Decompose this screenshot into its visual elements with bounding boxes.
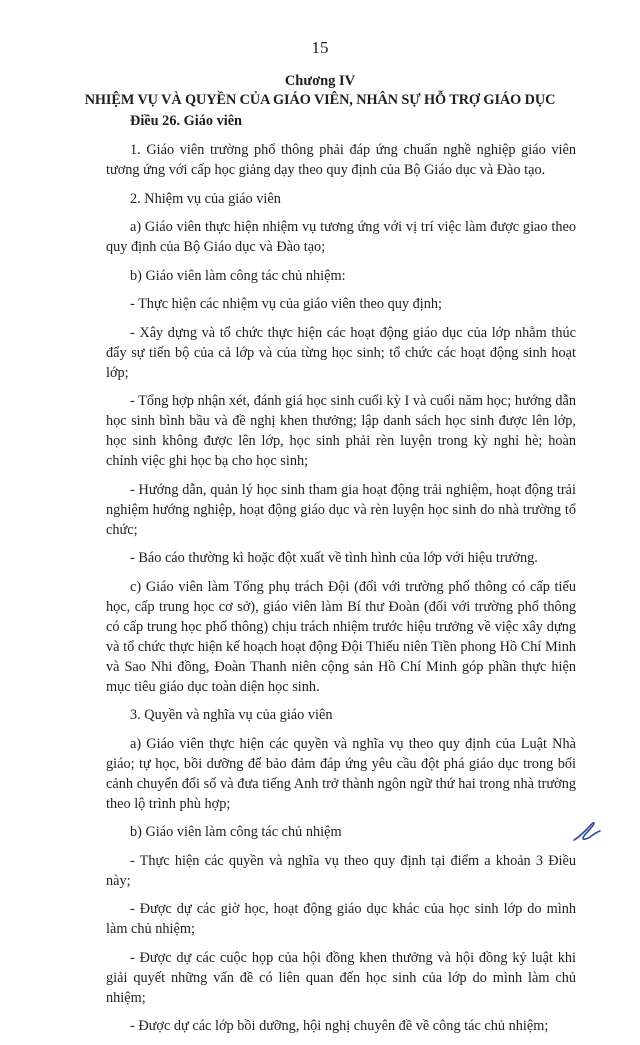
paragraph: - Được dự các lớp bồi dưỡng, hội nghị chuyên đề về công tác chủ nhiệm; <box>130 1018 549 1034</box>
chapter-title: NHIỆM VỤ VÀ QUYỀN CỦA GIÁO VIÊN, NHÂN SỰ HỖ TRỢ GIÁO DỤC <box>84 92 556 108</box>
chapter-heading <box>0 72 640 110</box>
paragraph: - Thực hiện các nhiệm vụ của giáo viên theo quy định; <box>130 296 442 312</box>
paragraph: 1. Giáo viên trường phổ thông phải đáp ứng chuẩn nghề nghiệp giáo viên tương ứng với cấp học giảng dạy theo quy định của Bộ Giáo dục và Đào tạo. <box>106 142 576 178</box>
paragraph: - Tổng hợp nhận xét, đánh giá học sinh cuối kỳ I và cuối năm học; hướng dẫn học sinh bình bầu và đề nghị khen thưởng; lập danh sách học sinh được lên lớp, học sinh không được lên lớp, học sinh phải rèn luyện trong kỳ nghỉ hè; hoàn chỉnh việc ghi học bạ cho học sinh; <box>106 393 576 469</box>
paragraph: 2. Nhiệm vụ của giáo viên <box>130 190 281 207</box>
paragraph: c) Giáo viên làm Tổng phụ trách Đội (đối với trường phổ thông có cấp tiểu học, cấp trung học cơ sở), giáo viên làm Bí thư Đoàn (đối với trường phổ thông có cấp trung học phổ thông) chịu trách nhiệm trước hiệu trưởng về việc xây dựng và tổ chức thực hiện kế hoạch hoạt động Đội Thiếu niên Tiền phong Hồ Chí Minh và Sao Nhi đồng, Đoàn Thanh niên cộng sản Hồ Chí Minh góp phần thực hiện mục tiêu giáo dục toàn diện học sinh. <box>106 578 576 695</box>
paragraph: b) Giáo viên làm công tác chủ nhiệm: <box>130 267 346 284</box>
article-title: Điều 26. Giáo viên <box>130 113 242 129</box>
signature-icon <box>566 816 606 846</box>
paragraph: b) Giáo viên làm công tác chủ nhiệm <box>130 824 342 840</box>
paragraph: 3. Quyền và nghĩa vụ của giáo viên <box>130 707 333 723</box>
chapter-label: Chương IV <box>284 73 356 89</box>
paragraph: - Xây dựng và tổ chức thực hiện các hoạt động giáo dục của lớp nhằm thúc đẩy sự tiến bộ của cả lớp và của từng học sinh; tổ chức các hoạt động sinh hoạt lớp; <box>106 324 576 381</box>
paragraph: - Được dự các giờ học, hoạt động giáo dục khác của học sinh lớp do mình làm chủ nhiệm; <box>106 901 576 937</box>
paragraph: a) Giáo viên thực hiện các quyền và nghĩa vụ theo quy định của Luật Nhà giáo; tự học, bồi dưỡng để bảo đảm đáp ứng yêu cầu đột phá giáo dục trong bối cảnh chuyển đổi số và đưa tiếng Anh trở thành ngôn ngữ thứ hai trong nhà trường theo lộ trình phù hợp; <box>106 735 576 812</box>
paragraph: - Được dự các cuộc họp của hội đồng khen thưởng và hội đồng kỷ luật khi giải quyết những vấn đề có liên quan đến học sinh của lớp do mình làm chủ nhiệm; <box>106 949 576 1006</box>
paragraph: - Thực hiện các quyền và nghĩa vụ theo quy định tại điểm a khoản 3 Điều này; <box>106 852 576 889</box>
paragraph: - Báo cáo thường kì hoặc đột xuất về tình hình của lớp với hiệu trưởng. <box>130 550 538 566</box>
paragraph: a) Giáo viên thực hiện nhiệm vụ tương ứng với vị trí việc làm được giao theo quy định của Bộ Giáo dục và Đào tạo; <box>106 219 576 255</box>
paragraph: - Hướng dẫn, quản lý học sinh tham gia hoạt động trải nghiệm, hoạt động trải nghiệm hướng nghiệp, hoạt động giáo dục và rèn luyện học sinh do nhà trường tổ chức; <box>106 481 576 538</box>
document-body <box>106 111 576 1045</box>
page-number: 15 <box>311 38 329 57</box>
